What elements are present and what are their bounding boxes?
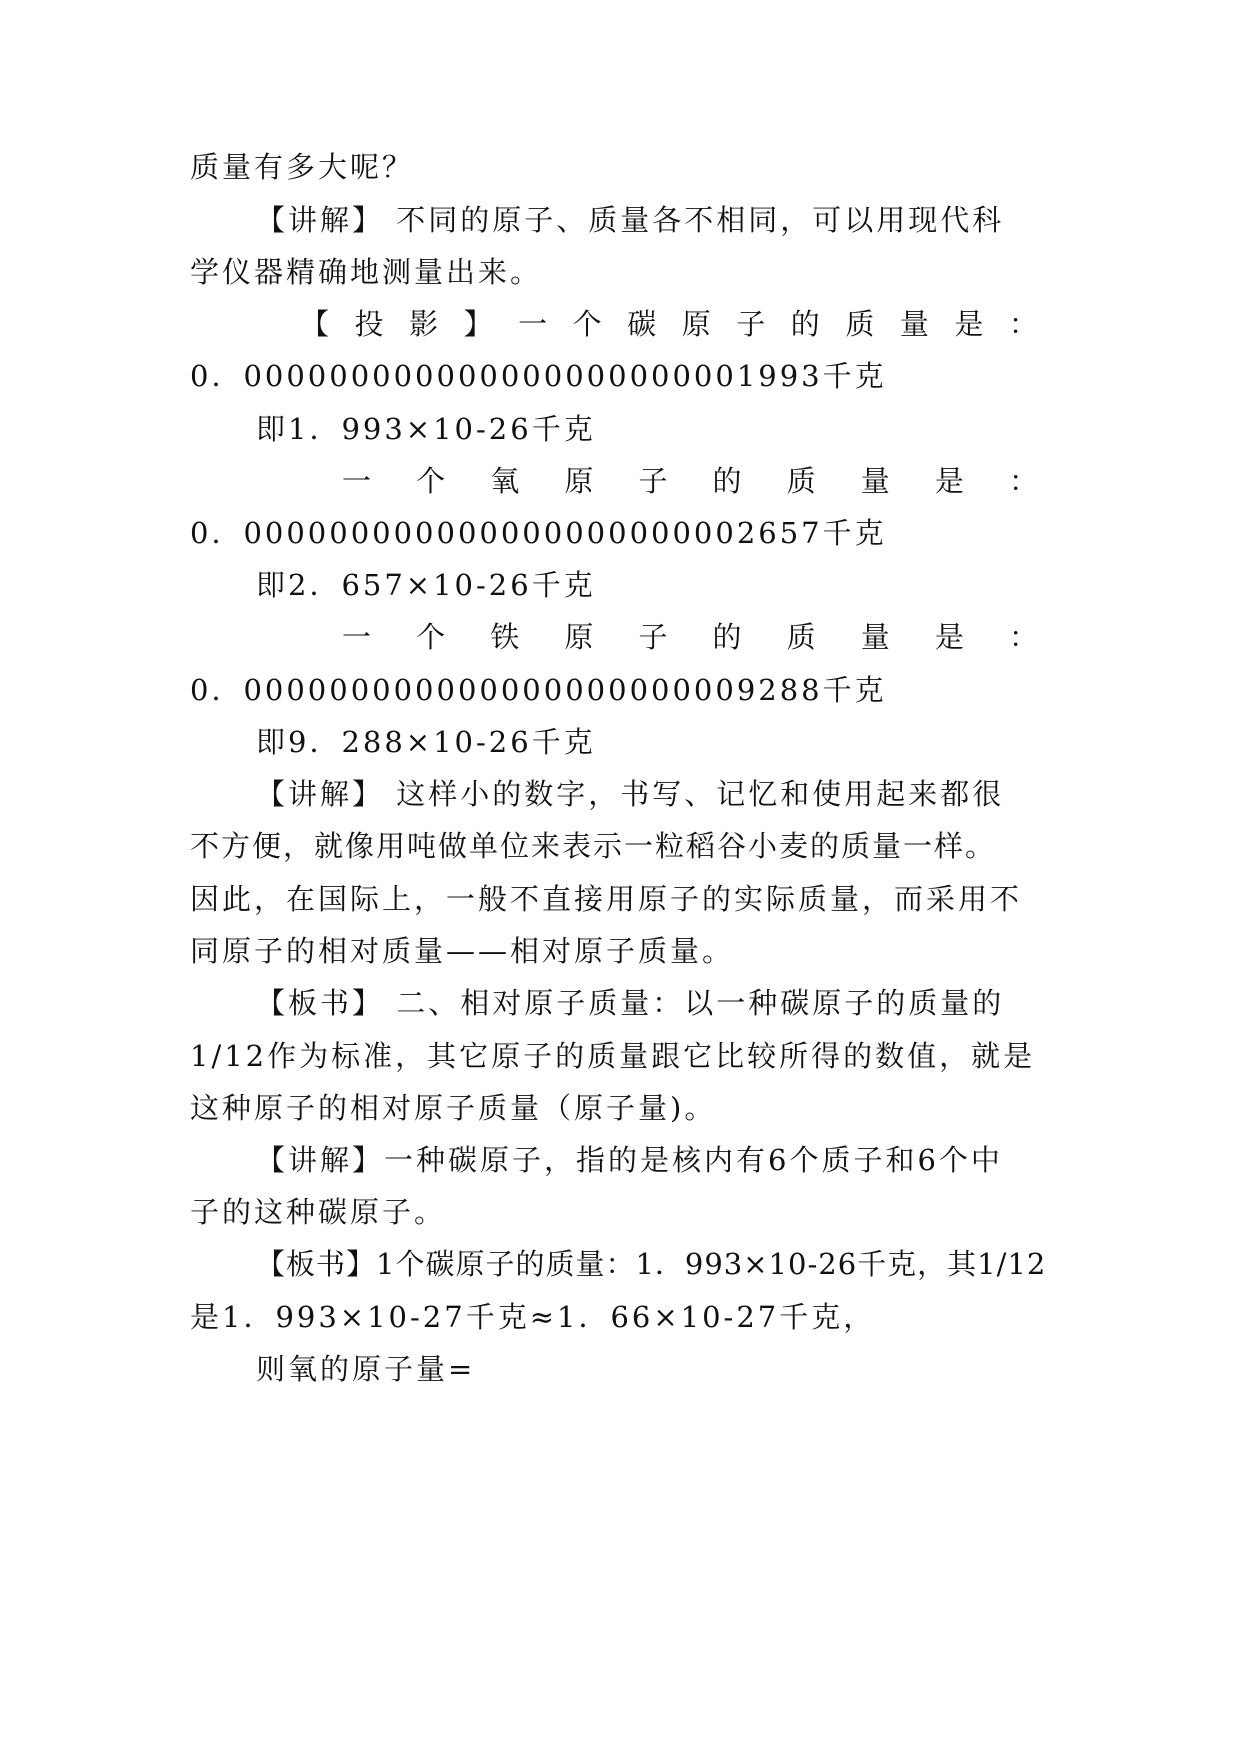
char: 】 xyxy=(463,307,493,341)
char: ： xyxy=(1008,620,1038,654)
char: 质 xyxy=(786,620,816,654)
text-line-7-justified xyxy=(342,461,1038,501)
text-line-5: 0．000000000000000000000001993千克 xyxy=(190,359,887,393)
text-line-10-justified xyxy=(342,617,1038,657)
char: 个 xyxy=(572,307,602,341)
text-line-9: 即2．657×10-26千克 xyxy=(256,568,596,602)
text-line-6: 即1．993×10-26千克 xyxy=(256,412,596,446)
char: ： xyxy=(1008,307,1038,341)
text-line-17: 【板书】 二、相对原子质量：以一种碳原子的质量的 xyxy=(256,986,1005,1020)
text-line-14: 不方便，就像用吨做单位来表示一粒稻谷小麦的质量一样。 xyxy=(190,829,997,863)
char: 是 xyxy=(934,464,964,498)
text-line-3: 学仪器精确地测量出来。 xyxy=(190,255,543,289)
char: 一 xyxy=(518,307,548,341)
char: 个 xyxy=(416,464,446,498)
char: 质 xyxy=(845,307,875,341)
text-line-2: 【讲解】 不同的原子、质量各不相同，可以用现代科 xyxy=(256,203,1005,237)
char: ： xyxy=(1008,464,1038,498)
char: 量 xyxy=(860,464,890,498)
char: 个 xyxy=(416,620,446,654)
text-line-1: 质量有多大呢？ xyxy=(190,150,415,184)
char: 【 xyxy=(300,307,330,341)
char: 子 xyxy=(736,307,766,341)
char: 影 xyxy=(409,307,439,341)
text-line-21: 子的这种碳原子。 xyxy=(190,1195,447,1229)
char: 原 xyxy=(564,620,594,654)
char: 量 xyxy=(899,307,929,341)
char: 子 xyxy=(638,464,668,498)
char: 一 xyxy=(342,620,372,654)
text-line-12: 即9．288×10-26千克 xyxy=(256,725,596,759)
text-line-23: 是1．993×10-27千克≈1．66×10-27千克， xyxy=(190,1300,876,1334)
char: 是 xyxy=(954,307,984,341)
text-line-11: 0．000000000000000000000009288千克 xyxy=(190,673,887,707)
text-line-15: 因此，在国际上，一般不直接用原子的实际质量，而采用不 xyxy=(190,882,1023,916)
text-line-13: 【讲解】 这样小的数字，书写、记忆和使用起来都很 xyxy=(256,777,1005,811)
text-line-18: 1/12作为标准，其它原子的质量跟它比较所得的数值，就是 xyxy=(190,1039,1036,1073)
char: 的 xyxy=(790,307,820,341)
char: 投 xyxy=(354,307,384,341)
text-line-22: 【板书】1个碳原子的质量：1．993×10-26千克，其1/12 xyxy=(256,1247,1047,1281)
char: 的 xyxy=(712,464,742,498)
char: 子 xyxy=(638,620,668,654)
text-line-24: 则氧的原子量= xyxy=(256,1352,476,1386)
char: 是 xyxy=(934,620,964,654)
char: 的 xyxy=(712,620,742,654)
char: 量 xyxy=(860,620,890,654)
char: 质 xyxy=(786,464,816,498)
char: 原 xyxy=(564,464,594,498)
text-line-20: 【讲解】一种碳原子，指的是核内有6个质子和6个中 xyxy=(256,1143,1003,1177)
char: 原 xyxy=(681,307,711,341)
text-line-16: 同原子的相对质量——相对原子质量。 xyxy=(190,934,735,968)
text-line-19: 这种原子的相对原子质量（原子量)。 xyxy=(190,1091,717,1125)
char: 氧 xyxy=(490,464,520,498)
char: 铁 xyxy=(490,620,520,654)
char: 碳 xyxy=(627,307,657,341)
text-line-4-justified xyxy=(300,304,1038,344)
text-line-8: 0．000000000000000000000002657千克 xyxy=(190,516,887,550)
char: 一 xyxy=(342,464,372,498)
